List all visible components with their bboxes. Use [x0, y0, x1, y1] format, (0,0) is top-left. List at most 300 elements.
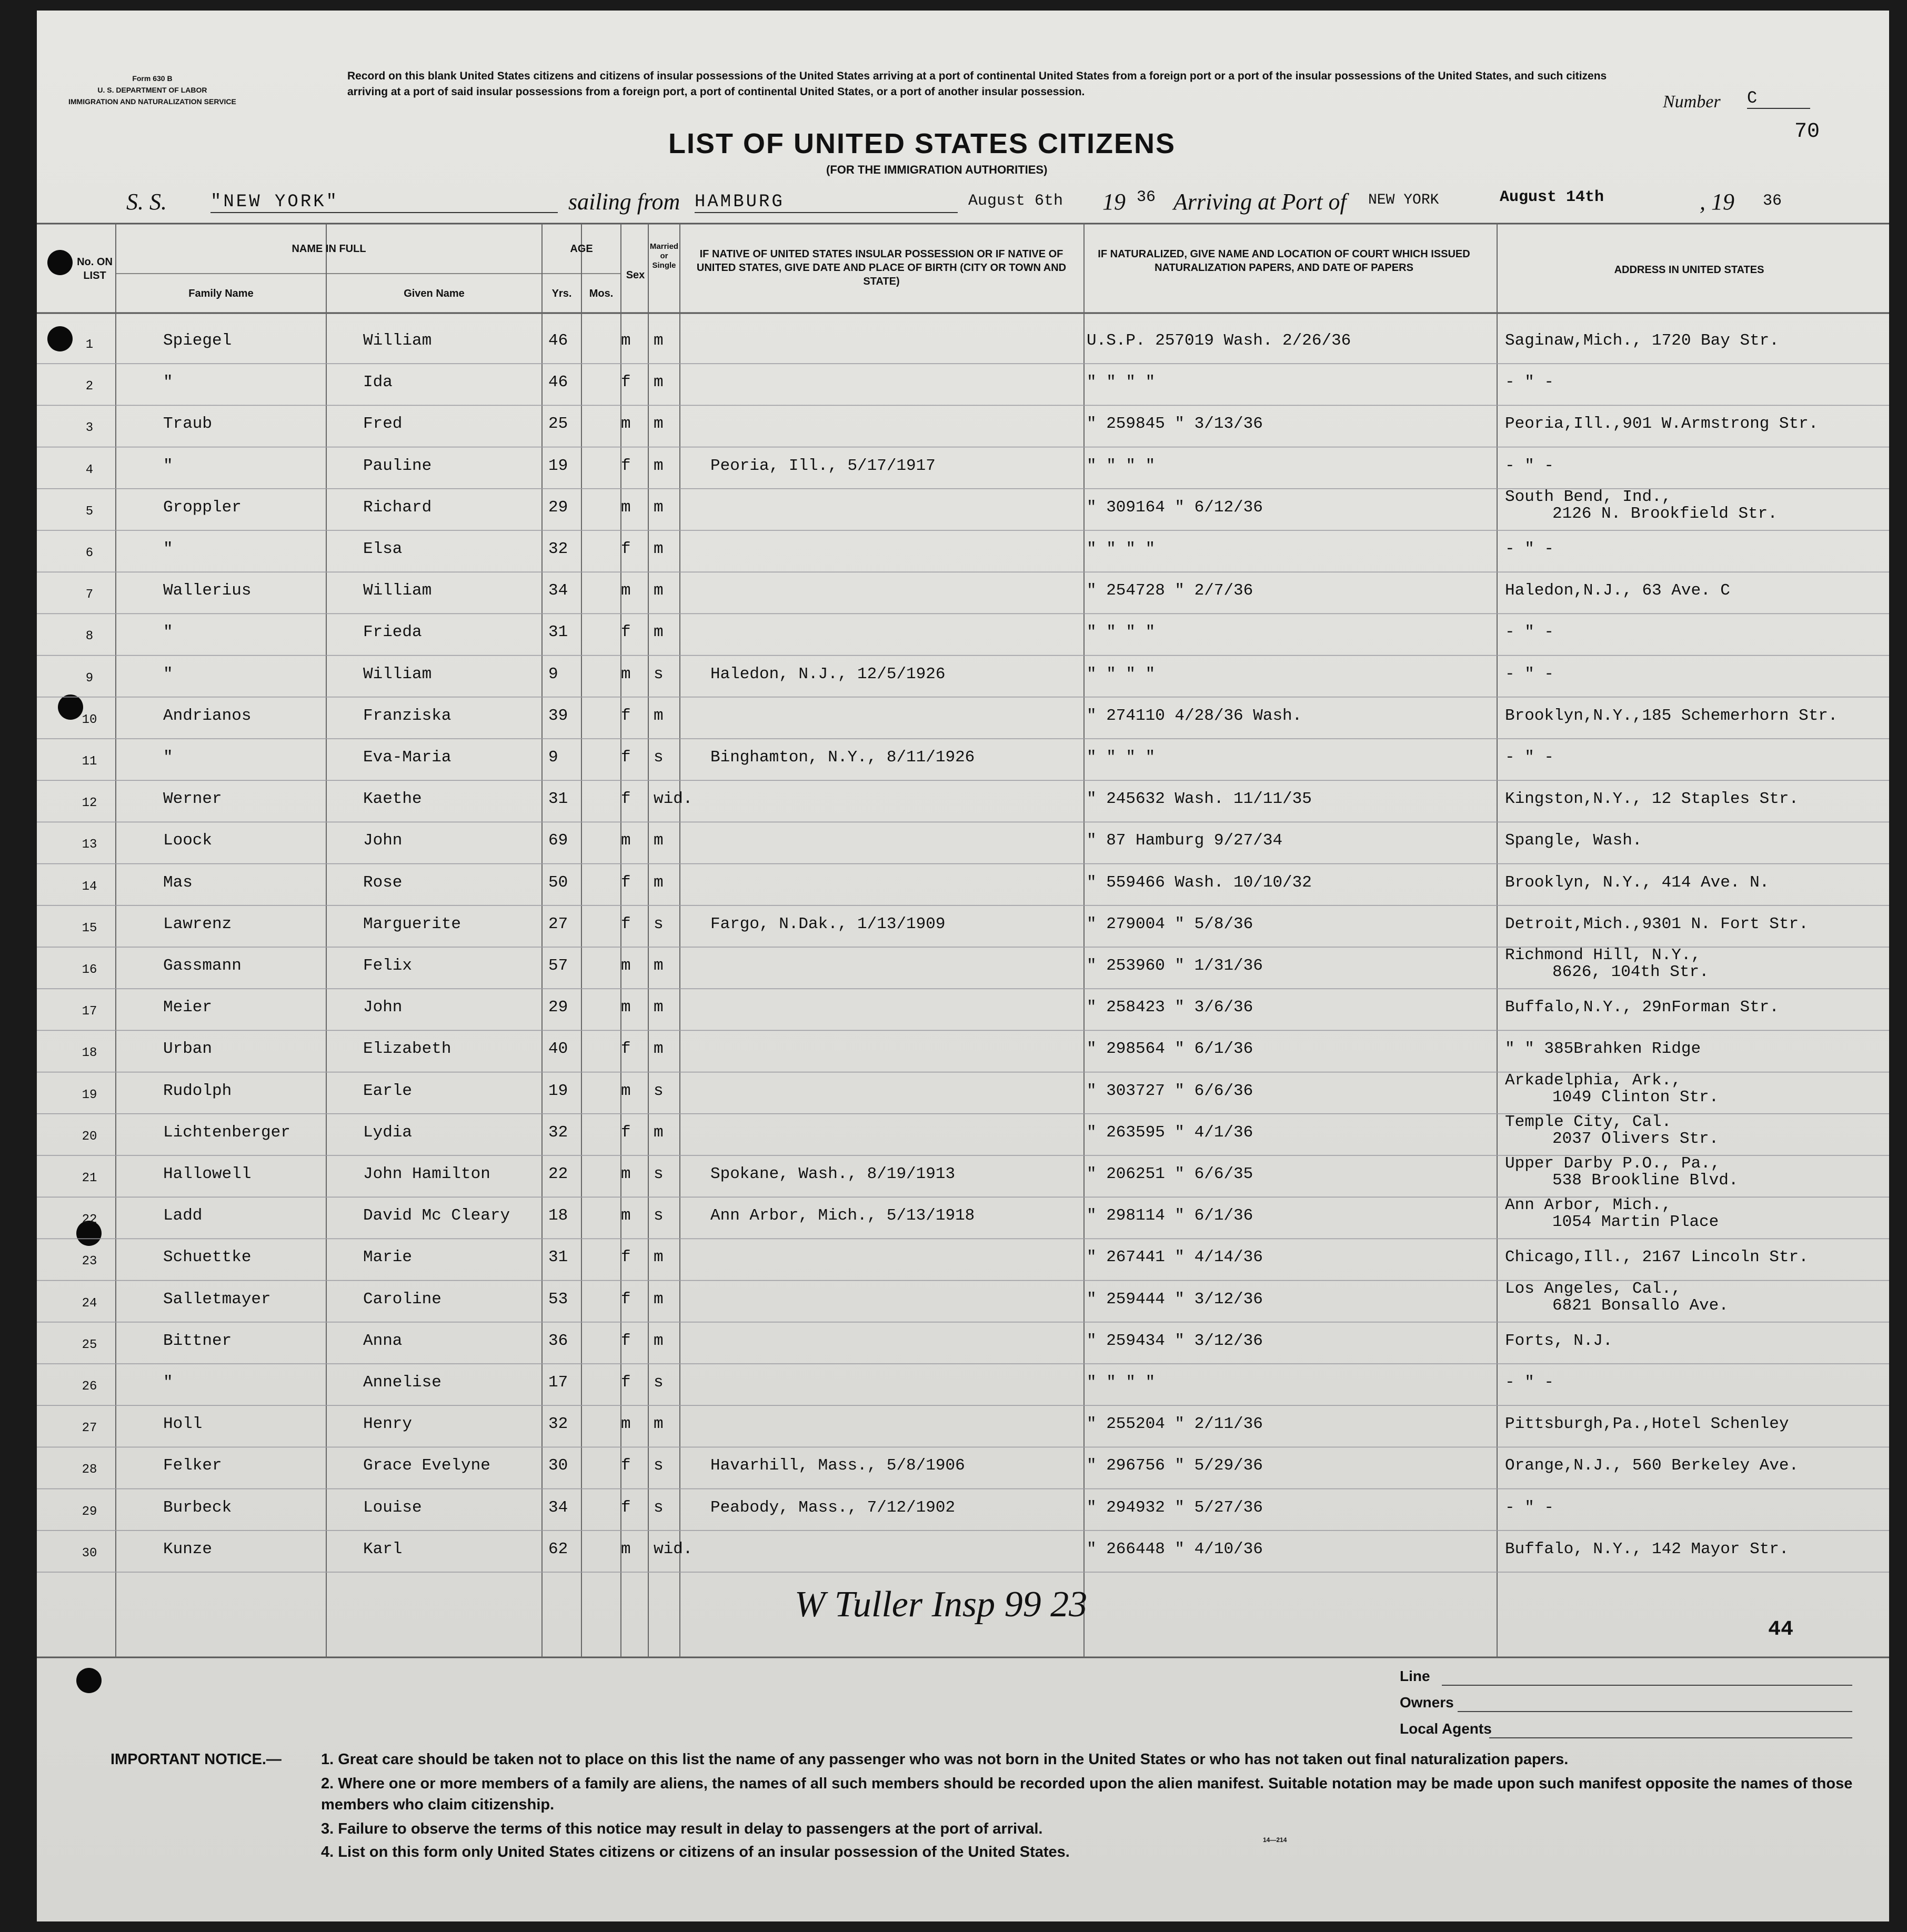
marital-status: m — [654, 831, 664, 850]
address-line1: - " - — [1505, 665, 1554, 683]
family-name: " — [163, 623, 173, 642]
marital-status: m — [654, 498, 664, 517]
sex: f — [621, 623, 631, 642]
naturalization-info: " " " " — [1087, 665, 1156, 683]
sheet-number: 70 — [1794, 120, 1820, 144]
given-name: Elsa — [363, 540, 403, 558]
age-years: 53 — [548, 1290, 568, 1309]
age-years: 31 — [548, 790, 568, 809]
naturalization-info: " " " " — [1087, 540, 1156, 558]
row-number: 23 — [82, 1254, 97, 1269]
given-name: Richard — [363, 498, 432, 517]
naturalization-info: " 206251 " 6/6/35 — [1087, 1165, 1253, 1183]
given-name: Eva-Maria — [363, 748, 451, 767]
age-years: 32 — [548, 1123, 568, 1142]
family-name: Andrianos — [163, 706, 252, 725]
row-number: 21 — [82, 1171, 97, 1185]
family-name: Spiegel — [163, 331, 232, 350]
row-number: 27 — [82, 1421, 97, 1436]
given-name: Caroline — [363, 1290, 441, 1309]
row-number: 25 — [82, 1337, 97, 1352]
row-number: 10 — [82, 712, 97, 727]
sex: f — [621, 1040, 631, 1059]
age-years: 50 — [548, 873, 568, 892]
age-years: 34 — [548, 1498, 568, 1517]
sex: f — [621, 540, 631, 558]
given-name: Pauline — [363, 456, 432, 475]
family-name: Meier — [163, 998, 213, 1017]
passenger-count: 44 — [1768, 1618, 1794, 1642]
marital-status: m — [654, 1415, 664, 1434]
family-name: " — [163, 456, 173, 475]
given-name: Kaethe — [363, 790, 422, 809]
birth-place-date: Haledon, N.J., 12/5/1926 — [710, 665, 946, 683]
naturalization-info: " 303727 " 6/6/36 — [1087, 1081, 1253, 1100]
family-name: " — [163, 1373, 173, 1392]
row-number: 14 — [82, 879, 97, 894]
row-number: 20 — [82, 1129, 97, 1144]
manifest-sheet — [37, 11, 1889, 1921]
age-years: 25 — [548, 415, 568, 434]
family-name: Salletmayer — [163, 1290, 271, 1309]
row-number: 12 — [82, 796, 97, 811]
marital-status: m — [654, 873, 664, 892]
naturalization-info: " 296756 " 5/29/36 — [1087, 1456, 1263, 1475]
marital-status: s — [654, 665, 664, 683]
marital-status: m — [654, 623, 664, 642]
arrival-date: August 14th — [1500, 188, 1604, 206]
given-name: Ida — [363, 373, 393, 392]
marital-status: s — [654, 1373, 664, 1392]
marital-status: s — [654, 1206, 664, 1225]
row-number: 8 — [85, 629, 94, 644]
given-name: Earle — [363, 1081, 413, 1100]
header-no: No. ON LIST — [77, 256, 113, 281]
sex: m — [621, 1165, 631, 1183]
address-line1: South Bend, Ind., — [1505, 487, 1672, 506]
arrival-year-prefix: , 19 — [1700, 189, 1734, 215]
row-number: 13 — [82, 838, 97, 852]
row-number: 3 — [85, 421, 94, 436]
naturalization-info: " 294932 " 5/27/36 — [1087, 1498, 1263, 1517]
sex: m — [621, 1539, 631, 1558]
given-name: John — [363, 998, 403, 1017]
row-number: 22 — [82, 1213, 97, 1227]
family-name: Traub — [163, 415, 213, 434]
family-name: Holl — [163, 1415, 203, 1434]
header-yrs: Yrs. — [551, 288, 572, 299]
address-line1: Brooklyn,N.Y.,185 Schemerhorn Str. — [1505, 706, 1838, 725]
address-line1: - " - — [1505, 1498, 1554, 1517]
age-years: 31 — [548, 623, 568, 642]
sex: f — [621, 456, 631, 475]
age-years: 69 — [548, 831, 568, 850]
sex: f — [621, 1456, 631, 1475]
row-number: 24 — [82, 1296, 97, 1311]
marital-status: m — [654, 456, 664, 475]
row-number: 18 — [82, 1046, 97, 1061]
marital-status: m — [654, 1123, 664, 1142]
row-number: 15 — [82, 921, 97, 935]
sex: f — [621, 1248, 631, 1267]
form-code: 14—214 — [1263, 1836, 1287, 1844]
address-line2: 2126 N. Brookfield Str. — [1552, 504, 1778, 523]
naturalization-info: " " " " — [1087, 748, 1156, 767]
naturalization-info: " 298564 " 6/1/36 — [1087, 1040, 1253, 1059]
family-name: " — [163, 665, 173, 683]
sex: f — [621, 1498, 631, 1517]
service: IMMIGRATION AND NATURALIZATION SERVICE — [68, 97, 236, 106]
address-line1: Buffalo,N.Y., 29nForman Str. — [1505, 998, 1779, 1017]
address-line1: Detroit,Mich.,9301 N. Fort Str. — [1505, 914, 1809, 933]
marital-status: m — [654, 1290, 664, 1309]
sex: f — [621, 748, 631, 767]
family-name: Bittner — [163, 1331, 232, 1350]
marital-status: m — [654, 540, 664, 558]
age-years: 22 — [548, 1165, 568, 1183]
arrival-year: 36 — [1763, 192, 1782, 210]
agents-label: Local Agents — [1400, 1720, 1492, 1737]
address-line1: - " - — [1505, 456, 1554, 475]
marital-status: m — [654, 998, 664, 1017]
row-number: 6 — [85, 546, 94, 560]
naturalization-info: " 266448 " 4/10/36 — [1087, 1539, 1263, 1558]
given-name: Louise — [363, 1498, 422, 1517]
row-number: 4 — [85, 462, 94, 477]
address-line1: Orange,N.J., 560 Berkeley Ave. — [1505, 1456, 1799, 1475]
given-name: Felix — [363, 957, 413, 975]
given-name: Grace Evelyne — [363, 1456, 490, 1475]
sex: m — [621, 998, 631, 1017]
naturalization-info: " 87 Hamburg 9/27/34 — [1087, 831, 1283, 850]
header-native: IF NATIVE OF UNITED STATES INSULAR POSSESSION OR IF NATIVE OF UNITED STATES, GIVE DATE AND PLACE OF BIRTH (CITY OR TOWN AND STATE) — [696, 248, 1067, 287]
birth-place-date: Havarhill, Mass., 5/8/1906 — [710, 1456, 965, 1475]
year-prefix: 19 — [1102, 189, 1126, 215]
sex: f — [621, 706, 631, 725]
sex: m — [621, 498, 631, 517]
address-line1: Brooklyn, N.Y., 414 Ave. N. — [1505, 873, 1770, 892]
age-years: 9 — [548, 748, 558, 767]
arrival-port: NEW YORK — [1368, 192, 1439, 208]
age-years: 29 — [548, 498, 568, 517]
naturalization-info: " 559466 Wash. 10/10/32 — [1087, 873, 1312, 892]
address-line1: - " - — [1505, 540, 1554, 558]
sex: f — [621, 373, 631, 392]
naturalization-info: " 263595 " 4/1/36 — [1087, 1123, 1253, 1142]
sex: m — [621, 415, 631, 434]
sex: m — [621, 1415, 631, 1434]
header-family: Family Name — [188, 288, 254, 299]
arriving-label: Arriving at Port of — [1173, 189, 1347, 215]
birth-place-date: Peabody, Mass., 7/12/1902 — [710, 1498, 956, 1517]
address-line1: - " - — [1505, 623, 1554, 642]
page-title: LIST OF UNITED STATES CITIZENS — [668, 128, 1176, 159]
sex: f — [621, 1290, 631, 1309]
marital-status: m — [654, 1248, 664, 1267]
notice-item-3: 3. Failure to observe the terms of this notice may result in delay to passengers at the port of arrival. — [321, 1820, 1043, 1837]
naturalization-info: " " " " — [1087, 1373, 1156, 1392]
age-years: 19 — [548, 1081, 568, 1100]
naturalization-info: " 253960 " 1/31/36 — [1087, 957, 1263, 975]
owners-label: Owners — [1400, 1694, 1454, 1710]
marital-status: m — [654, 581, 664, 600]
row-number: 29 — [82, 1504, 97, 1519]
sex: m — [621, 331, 631, 350]
given-name: Lydia — [363, 1123, 413, 1142]
naturalization-info: " 258423 " 3/6/36 — [1087, 998, 1253, 1017]
row-number: 26 — [82, 1380, 97, 1394]
address-line1: - " - — [1505, 1373, 1554, 1392]
given-name: Fred — [363, 415, 403, 434]
given-name: William — [363, 665, 432, 683]
line-label: Line — [1400, 1668, 1430, 1684]
address-line1: Forts, N.J. — [1505, 1331, 1613, 1350]
row-number: 16 — [82, 963, 97, 977]
naturalization-info: " 274110 4/28/36 Wash. — [1087, 706, 1302, 725]
departure-port: HAMBURG — [695, 192, 958, 213]
address-line1: Haledon,N.J., 63 Ave. C — [1505, 581, 1730, 600]
family-name: Burbeck — [163, 1498, 232, 1517]
family-name: Mas — [163, 873, 193, 892]
number-label: Number — [1663, 92, 1721, 112]
address-line1: - " - — [1505, 373, 1554, 392]
marital-status: m — [654, 1331, 664, 1350]
birth-place-date: Peoria, Ill., 5/17/1917 — [710, 456, 936, 475]
row-number: 7 — [85, 588, 94, 602]
row-number: 11 — [82, 754, 97, 769]
address-line1: Arkadelphia, Ark., — [1505, 1071, 1681, 1090]
address-line2: 1054 Martin Place — [1552, 1213, 1719, 1232]
header-name: NAME IN FULL — [292, 243, 366, 255]
family-name: " — [163, 540, 173, 558]
sex: f — [621, 1123, 631, 1142]
row-number: 9 — [85, 671, 94, 686]
naturalization-info: " " " " — [1087, 456, 1156, 475]
sailing-label: sailing from — [568, 189, 680, 215]
naturalization-info: " 309164 " 6/12/36 — [1087, 498, 1263, 517]
departure-date: August 6th — [968, 192, 1063, 210]
marital-status: m — [654, 1040, 664, 1059]
given-name: Karl — [363, 1539, 403, 1558]
naturalization-info: " 254728 " 2/7/36 — [1087, 581, 1253, 600]
row-number: 5 — [85, 504, 94, 519]
given-name: John — [363, 831, 403, 850]
marital-status: s — [654, 914, 664, 933]
family-name: Lichtenberger — [163, 1123, 290, 1142]
header-address: ADDRESS IN UNITED STATES — [1614, 264, 1764, 276]
number-value: C — [1747, 88, 1810, 109]
birth-place-date: Spokane, Wash., 8/19/1913 — [710, 1165, 956, 1183]
sex: f — [621, 914, 631, 933]
notice-item-2: 2. Where one or more members of a family are aliens, the names of all such members should be recorded upon the alien manifest. Suitable notation may be made upon such manifest opposite the names of those members who claim citizenship. — [321, 1775, 1853, 1813]
family-name: Groppler — [163, 498, 242, 517]
address-line2: 1049 Clinton Str. — [1552, 1088, 1719, 1106]
row-number: 19 — [82, 1088, 97, 1102]
notice-item-4: 4. List on this form only United States citizens or citizens of an insular possession of the United States. — [321, 1844, 1070, 1860]
marital-status: s — [654, 1165, 664, 1183]
naturalization-info: " 259434 " 3/12/36 — [1087, 1331, 1263, 1350]
row-number: 2 — [85, 379, 94, 394]
age-years: 62 — [548, 1539, 568, 1558]
age-years: 46 — [548, 373, 568, 392]
family-name: Loock — [163, 831, 213, 850]
row-number: 30 — [82, 1546, 97, 1561]
naturalization-info: U.S.P. 257019 Wash. 2/26/36 — [1087, 331, 1351, 350]
header-mos: Mos. — [589, 288, 614, 299]
address-line1: Spangle, Wash. — [1505, 831, 1642, 850]
marital-status: s — [654, 1498, 664, 1517]
marital-status: s — [654, 1456, 664, 1475]
age-years: 27 — [548, 914, 568, 933]
marital-status: wid. — [654, 1539, 693, 1558]
naturalization-info: " " " " — [1087, 373, 1156, 392]
header-married: Married or Single — [649, 242, 679, 270]
address-line2: 2037 Olivers Str. — [1552, 1129, 1719, 1148]
address-line1: Peoria,Ill.,901 W.Armstrong Str. — [1505, 415, 1819, 434]
naturalization-info: " 267441 " 4/14/36 — [1087, 1248, 1263, 1267]
family-name: Gassmann — [163, 957, 242, 975]
age-years: 36 — [548, 1331, 568, 1350]
address-line1: Saginaw,Mich., 1720 Bay Str. — [1505, 331, 1779, 350]
address-line1: Temple City, Cal. — [1505, 1112, 1672, 1131]
given-name: David Mc Cleary — [363, 1206, 510, 1225]
given-name: William — [363, 581, 432, 600]
given-name: Marie — [363, 1248, 413, 1267]
address-line1: Richmond Hill, N.Y., — [1505, 946, 1701, 964]
address-line1: Pittsburgh,Pa.,Hotel Schenley — [1505, 1415, 1789, 1434]
family-name: Werner — [163, 790, 222, 809]
naturalization-info: " 245632 Wash. 11/11/35 — [1087, 790, 1312, 809]
form-number: Form 630 B — [132, 74, 173, 83]
family-name: Ladd — [163, 1206, 203, 1225]
sex: m — [621, 831, 631, 850]
birth-place-date: Binghamton, N.Y., 8/11/1926 — [710, 748, 975, 767]
given-name: Franziska — [363, 706, 451, 725]
marital-status: s — [654, 1081, 664, 1100]
family-name: " — [163, 748, 173, 767]
row-number: 28 — [82, 1463, 97, 1477]
sex: m — [621, 1081, 631, 1100]
sex: f — [621, 790, 631, 809]
form-instructions: Record on this blank United States citizens and citizens of insular possessions of the United States arriving at a port of continental United States from a foreign port or a port of the insular possessions of the United States, and such citizens arriving at a port of said insular possessions from a foreign port, a port of continental United States, or a port of another insular possession. — [347, 70, 1607, 98]
family-name: Kunze — [163, 1539, 213, 1558]
header-given: Given Name — [404, 288, 465, 299]
age-years: 32 — [548, 1415, 568, 1434]
marital-status: wid. — [654, 790, 693, 809]
family-name: Urban — [163, 1040, 213, 1059]
marital-status: m — [654, 957, 664, 975]
birth-place-date: Ann Arbor, Mich., 5/13/1918 — [710, 1206, 975, 1225]
age-years: 30 — [548, 1456, 568, 1475]
marital-status: m — [654, 415, 664, 434]
address-line1: Los Angeles, Cal., — [1505, 1279, 1681, 1298]
marital-status: m — [654, 706, 664, 725]
address-line1: - " - — [1505, 748, 1554, 767]
department: U. S. DEPARTMENT OF LABOR — [97, 86, 207, 94]
family-name: Schuettke — [163, 1248, 252, 1267]
sex: m — [621, 665, 631, 683]
naturalization-info: " 298114 " 6/1/36 — [1087, 1206, 1253, 1225]
address-line2: 538 Brookline Blvd. — [1552, 1171, 1739, 1190]
sex: f — [621, 1373, 631, 1392]
row-number: 1 — [85, 338, 94, 352]
naturalization-info: " 259444 " 3/12/36 — [1087, 1290, 1263, 1309]
handwritten-signature: W Tuller Insp 99 23 — [795, 1584, 1088, 1625]
page-subtitle: (FOR THE IMMIGRATION AUTHORITIES) — [826, 163, 1048, 176]
marital-status: s — [654, 748, 664, 767]
header-sex: Sex — [626, 269, 645, 281]
given-name: Annelise — [363, 1373, 441, 1392]
header-naturalized: IF NATURALIZED, GIVE NAME AND LOCATION OF COURT WHICH ISSUED NATURALIZATION PAPERS, AND DATE OF PAPERS — [1098, 248, 1470, 274]
age-years: 17 — [548, 1373, 568, 1392]
given-name: Marguerite — [363, 914, 461, 933]
family-name: Rudolph — [163, 1081, 232, 1100]
sex: f — [621, 1331, 631, 1350]
sex: m — [621, 957, 631, 975]
given-name: Anna — [363, 1331, 403, 1350]
address-line1: Kingston,N.Y., 12 Staples Str. — [1505, 790, 1799, 809]
row-number: 17 — [82, 1004, 97, 1019]
age-years: 31 — [548, 1248, 568, 1267]
departure-year: 36 — [1137, 188, 1156, 206]
age-years: 19 — [548, 456, 568, 475]
sex: m — [621, 581, 631, 600]
sex: m — [621, 1206, 631, 1225]
marital-status: m — [654, 331, 664, 350]
age-years: 39 — [548, 706, 568, 725]
age-years: 40 — [548, 1040, 568, 1059]
address-line1: Ann Arbor, Mich., — [1505, 1196, 1672, 1215]
age-years: 29 — [548, 998, 568, 1017]
given-name: William — [363, 331, 432, 350]
given-name: John Hamilton — [363, 1165, 490, 1183]
given-name: Henry — [363, 1415, 413, 1434]
age-years: 46 — [548, 331, 568, 350]
ss-label: S. S. — [126, 189, 167, 215]
naturalization-info: " 255204 " 2/11/36 — [1087, 1415, 1263, 1434]
age-years: 57 — [548, 957, 568, 975]
address-line1: Buffalo, N.Y., 142 Mayor Str. — [1505, 1539, 1789, 1558]
age-years: 18 — [548, 1206, 568, 1225]
family-name: Felker — [163, 1456, 222, 1475]
family-name: Lawrenz — [163, 914, 232, 933]
naturalization-info: " 279004 " 5/8/36 — [1087, 914, 1253, 933]
marital-status: m — [654, 373, 664, 392]
naturalization-info: " " " " — [1087, 623, 1156, 642]
address-line1: Upper Darby P.O., Pa., — [1505, 1154, 1721, 1173]
given-name: Rose — [363, 873, 403, 892]
sex: f — [621, 873, 631, 892]
family-name: Hallowell — [163, 1165, 252, 1183]
family-name: Wallerius — [163, 581, 252, 600]
family-name: " — [163, 373, 173, 392]
age-years: 9 — [548, 665, 558, 683]
header-age: AGE — [570, 243, 593, 255]
age-years: 34 — [548, 581, 568, 600]
given-name: Elizabeth — [363, 1040, 451, 1059]
notice-item-1: 1. Great care should be taken not to place on this list the name of any passenger who was not born in the United States or who has not taken out final naturalization papers. — [321, 1751, 1569, 1768]
given-name: Frieda — [363, 623, 422, 642]
address-line1: Chicago,Ill., 2167 Lincoln Str. — [1505, 1248, 1809, 1267]
ship-name: "NEW YORK" — [210, 192, 558, 213]
age-years: 32 — [548, 540, 568, 558]
naturalization-info: " 259845 " 3/13/36 — [1087, 415, 1263, 434]
birth-place-date: Fargo, N.Dak., 1/13/1909 — [710, 914, 946, 933]
notice-title: IMPORTANT NOTICE.— — [111, 1751, 282, 1768]
address-line1: " " 385Brahken Ridge — [1505, 1040, 1701, 1059]
address-line2: 8626, 104th Str. — [1552, 963, 1709, 981]
address-line2: 6821 Bonsallo Ave. — [1552, 1296, 1729, 1315]
